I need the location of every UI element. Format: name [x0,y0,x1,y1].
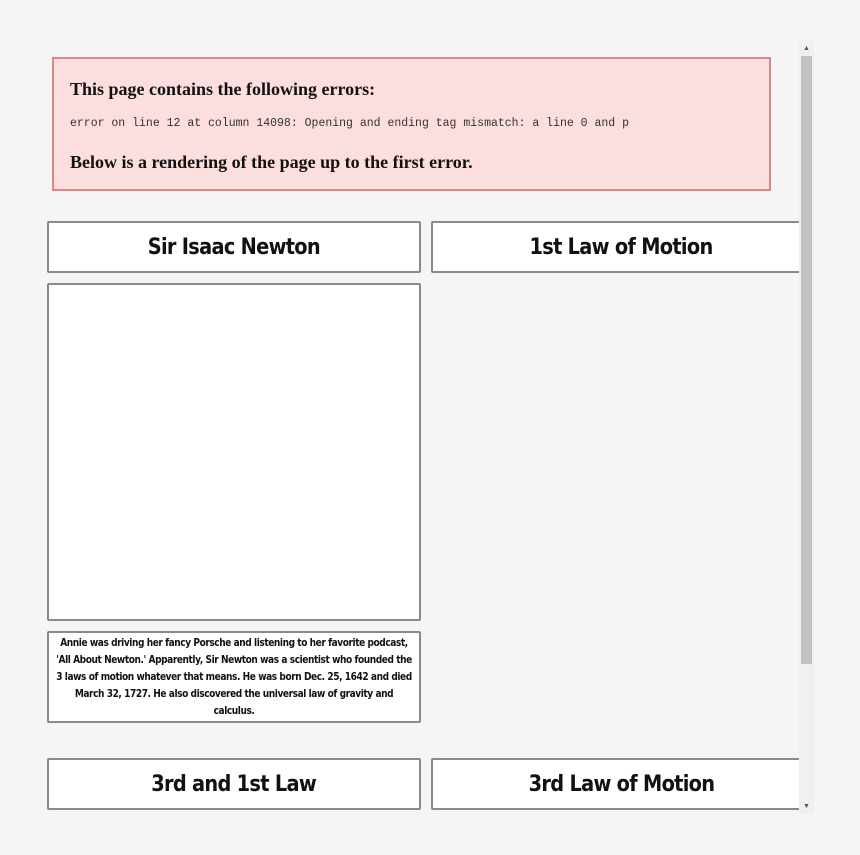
error-footer: Below is a rendering of the page up to the first error. [70,152,473,172]
panel-title-third-law-text: 3rd Law of Motion [528,771,714,797]
panel-title-first-law [431,221,799,273]
scrollbar-thumb[interactable] [801,56,812,664]
error-message: error on line 12 at column 14098: Opening and ending tag mismatch: a line 0 and p [70,117,629,130]
panel-title-third-law [431,758,799,810]
page-viewport [40,41,814,814]
storyboard-image-cell [47,283,421,621]
panel-title-newton-text: Sir Isaac Newton [147,234,321,260]
vertical-scrollbar[interactable] [799,41,814,814]
scroll-up-arrow-icon[interactable]: ▲ [803,45,810,52]
panel-title-third-and-first-law [47,758,421,810]
error-heading: This page contains the following errors: [70,79,376,99]
scroll-down-arrow-icon[interactable]: ▼ [803,803,810,810]
xml-error-box [52,57,771,191]
page-content [40,41,799,814]
storyboard-caption [47,631,421,723]
panel-title-third-and-first-law-text: 3rd and 1st Law [151,771,317,797]
panel-title-first-law-text: 1st Law of Motion [529,234,713,260]
caption-text: Annie was driving her fancy Porsche and listening to her favorite podcast, 'All About Newton.' Apparently, Sir Newton was a scientist who founded the 3 laws of motion whatever that means. He was born Dec. 25, 1642 and died March 32, 1727. He also discovered the universal law of gravity and calculus. [56,636,412,717]
panel-title-newton [47,221,421,273]
